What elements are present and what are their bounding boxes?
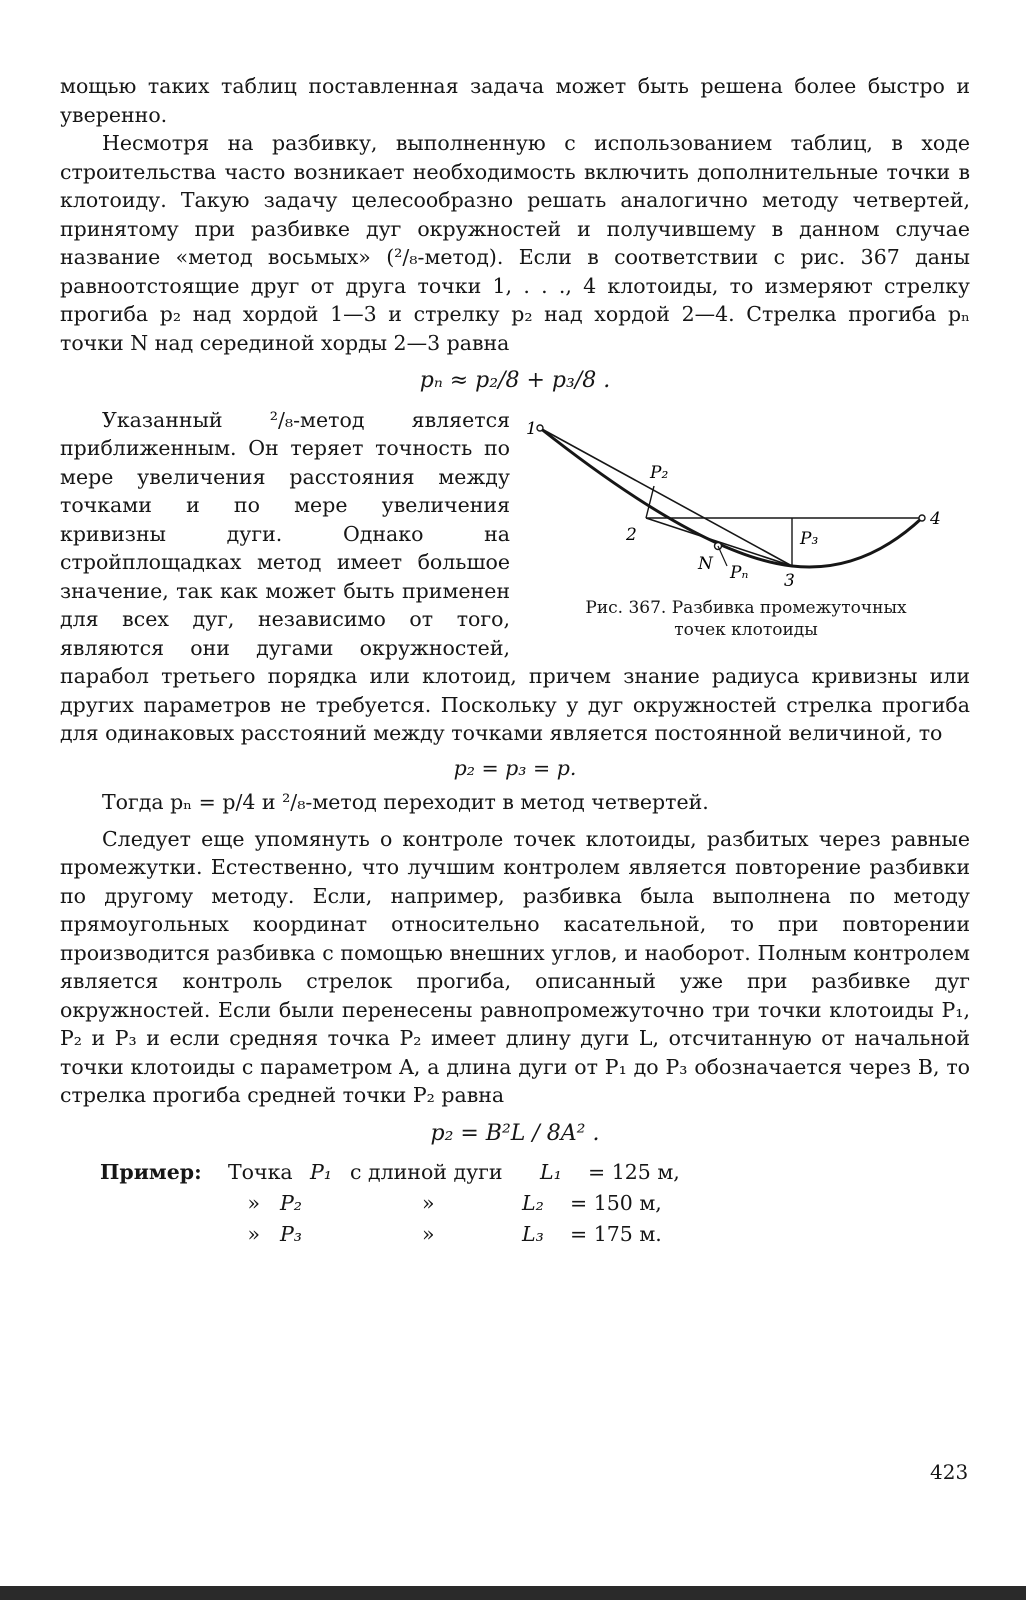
- example-cell: P₂: [280, 1191, 303, 1215]
- figure-367: [522, 406, 970, 642]
- example-row: [60, 1220, 970, 1251]
- page-number: 423: [930, 1460, 969, 1484]
- label-p3: P₃: [800, 528, 819, 549]
- label-ptN: N: [698, 553, 713, 574]
- example-cell: »: [247, 1191, 260, 1215]
- example-cell: = 125 м,: [588, 1160, 680, 1184]
- caption-line-2: точек клотоиды: [674, 620, 818, 640]
- example-cell: »: [422, 1222, 435, 1246]
- clothoid-diagram: [522, 406, 970, 586]
- example-cell: P₁: [310, 1160, 333, 1184]
- paragraph-eighths-method: Несмотря на разбивку, выполненную с использованием таблиц, в ходе строительства часто возникает необходимость включить дополнительные точки в клотоиду. Такую задачу целесообразно решать аналогично методу четвертей, принятому при разбивке дуг окружностей и получившему в данном случае название «метод восьмых» (²/₈-метод). Если в соответствии с рис. 367 даны равноотстоящие друг от друга точки 1, . . ., 4 клотоиды, то измеряют стрелку прогиба p₂ над хордой 1—3 и стрелку p₂ над хордой 2—4. Стрелка прогиба pₙ точки N над серединой хорды 2—3 равна: [60, 131, 970, 355]
- formula-p2-b2l: p₂ = B²L / 8A² .: [430, 1120, 600, 1146]
- page-body: [60, 72, 970, 1251]
- example-cell: с длиной дуги: [350, 1160, 503, 1184]
- caption-line-1: Рис. 367. Разбивка промежуточных: [585, 598, 907, 618]
- label-p2: P₂: [650, 462, 669, 483]
- label-pn: Pₙ: [730, 562, 749, 583]
- formula-p2-p3-p: p₂ = p₃ = p.: [453, 755, 577, 780]
- label-pt2: 2: [626, 524, 637, 545]
- label-pt4: 4: [930, 508, 941, 529]
- paragraph-continuation: мощью таких таблиц поставленная задача может быть решена более быстро и уверенно.: [60, 74, 970, 127]
- example-cell: L₁: [540, 1160, 562, 1184]
- label-pt3: 3: [784, 570, 795, 586]
- example-block: [60, 1158, 970, 1251]
- example-cell: P₃: [280, 1222, 303, 1246]
- example-cell: »: [422, 1191, 435, 1215]
- formula-pn: pₙ ≈ p₂/8 + p₃/8 .: [419, 368, 611, 393]
- example-cell: L₂: [522, 1191, 544, 1215]
- example-cell: »: [247, 1222, 260, 1246]
- example-cell: L₃: [522, 1222, 544, 1246]
- paragraph-control: Следует еще упомянуть о контроле точек клотоиды, разбитых через равные промежутки. Естественно, что лучшим контролем является повторение разбивки по другому методу. Если, например, разбивка была выполнена по методу прямоугольных координат относительно касательной, то при повторении производится разбивка с помощью внешних углов, и наоборот. Полным контролем является контроль стрелок прогиба, описанный уже при разбивке дуг окружностей. Если были перенесены равнопромежуточно три точки клотоиды P₁, P₂ и P₃ и если средняя точка P₂ имеет длину дуги L, отсчитанную от начальной точки клотоиды с параметром A, а длина дуги от P₁ до P₃ обозначается через B, то стрелка прогиба средней точки P₂ равна: [60, 826, 970, 1107]
- figure-caption: [522, 597, 970, 641]
- example-label: Пример:: [100, 1160, 202, 1184]
- example-row: [60, 1189, 970, 1220]
- label-pt1: 1: [526, 418, 537, 439]
- example-cell: = 175 м.: [570, 1222, 662, 1246]
- scan-edge: [0, 1586, 1026, 1600]
- paragraph-then: Тогда pₙ = p/4 и ²/₈-метод переходит в метод четвертей.: [102, 790, 709, 814]
- example-cell: Точка: [228, 1160, 293, 1184]
- example-cell: = 150 м,: [570, 1191, 662, 1215]
- example-row: [60, 1158, 970, 1189]
- paragraph-approximate-method: Указанный ²/₈-метод является приближенным. Он теряет точность по мере увеличения расстояния между точками и по мере увеличения кривизны дуги. Однако на стройплощадках метод имеет большое значение, так как может быть применен для всех дуг, независимо от того, являются они дугами окружностей, парабол третьего порядка или клотоид, причем знание радиуса кривизны или других параметров не требуется. Поскольку у дуг окружностей стрелка прогиба для одинаковых расстояний между точками является постоянной величиной, то: [60, 407, 970, 745]
